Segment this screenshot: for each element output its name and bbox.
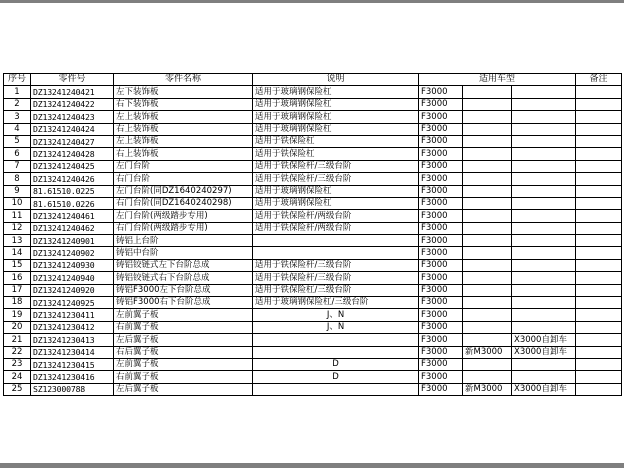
cell-model-3 — [512, 371, 576, 383]
cell-model-1: F3000 — [419, 321, 463, 333]
cell-seq: 13 — [4, 235, 31, 247]
cell-model-1: F3000 — [419, 346, 463, 358]
cell-note — [576, 309, 622, 321]
cell-part-no: DZ13241240925 — [31, 297, 114, 309]
cell-model-2 — [463, 123, 512, 135]
cell-model-2 — [463, 272, 512, 284]
cell-desc: 适用于玻璃钢保险杠 — [253, 98, 419, 110]
cell-part-name: 铸铝铰链式左下台阶总成 — [114, 259, 253, 271]
cell-model-3 — [512, 235, 576, 247]
cell-seq: 4 — [4, 123, 31, 135]
cell-model-1: F3000 — [419, 259, 463, 271]
cell-seq: 25 — [4, 383, 31, 395]
table-row — [4, 334, 622, 346]
cell-model-3 — [512, 247, 576, 259]
cell-note — [576, 123, 622, 135]
table-row — [4, 247, 622, 259]
cell-model-1: F3000 — [419, 86, 463, 98]
cell-desc: 适用于铁保险杆/两级台阶 — [253, 210, 419, 222]
cell-part-name: 左上装饰板 — [114, 111, 253, 123]
cell-model-3 — [512, 309, 576, 321]
header-seq: 序号 — [4, 74, 31, 86]
table-row — [4, 321, 622, 333]
table-row — [4, 98, 622, 110]
cell-model-2 — [463, 284, 512, 296]
cell-desc: 适用于玻璃钢保险杠 — [253, 185, 419, 197]
cell-desc: 适用于玻璃钢保险杠/三级台阶 — [253, 297, 419, 309]
parts-table — [3, 73, 622, 396]
cell-model-2 — [463, 98, 512, 110]
header-row — [4, 74, 622, 86]
cell-part-no: DZ13241240902 — [31, 247, 114, 259]
cell-part-no: DZ13241240901 — [31, 235, 114, 247]
cell-part-no: DZ13241230411 — [31, 309, 114, 321]
cell-part-name: 左后翼子板 — [114, 334, 253, 346]
cell-model-1: F3000 — [419, 111, 463, 123]
cell-model-3: X3000自卸车 — [512, 334, 576, 346]
cell-note — [576, 86, 622, 98]
cell-model-1: F3000 — [419, 197, 463, 209]
cell-note — [576, 297, 622, 309]
cell-seq: 6 — [4, 148, 31, 160]
cell-seq: 7 — [4, 160, 31, 172]
cell-model-3 — [512, 358, 576, 370]
cell-model-2: 新M3000 — [463, 383, 512, 395]
cell-model-1: F3000 — [419, 210, 463, 222]
table-row — [4, 123, 622, 135]
cell-seq: 10 — [4, 197, 31, 209]
cell-part-no: 81.61510.0226 — [31, 197, 114, 209]
cell-desc: 适用于铁保险杆/三级台阶 — [253, 173, 419, 185]
cell-note — [576, 111, 622, 123]
cell-model-1: F3000 — [419, 185, 463, 197]
cell-model-3 — [512, 135, 576, 147]
cell-part-no: DZ13241240423 — [31, 111, 114, 123]
cell-model-1: F3000 — [419, 309, 463, 321]
table-row — [4, 111, 622, 123]
parts-sheet — [3, 73, 622, 396]
cell-desc — [253, 346, 419, 358]
cell-model-1: F3000 — [419, 235, 463, 247]
cell-part-name: 左前翼子板 — [114, 358, 253, 370]
cell-note — [576, 235, 622, 247]
cell-model-2 — [463, 173, 512, 185]
cell-part-name: 右门台阶 — [114, 173, 253, 185]
cell-note — [576, 371, 622, 383]
cell-model-2 — [463, 135, 512, 147]
cell-model-2 — [463, 371, 512, 383]
cell-desc: J、N — [253, 309, 419, 321]
header-note: 备注 — [576, 74, 622, 86]
cell-model-1: F3000 — [419, 135, 463, 147]
cell-model-2 — [463, 111, 512, 123]
cell-model-3 — [512, 185, 576, 197]
cell-part-name: 右门台阶(同DZ1640240298) — [114, 197, 253, 209]
cell-desc: 适用于铁保险杠 — [253, 148, 419, 160]
cell-model-1: F3000 — [419, 98, 463, 110]
cell-seq: 24 — [4, 371, 31, 383]
cell-model-2 — [463, 160, 512, 172]
cell-desc — [253, 235, 419, 247]
cell-desc — [253, 247, 419, 259]
cell-seq: 3 — [4, 111, 31, 123]
cell-part-name: 左门台阶(两级踏步专用) — [114, 210, 253, 222]
cell-model-3 — [512, 297, 576, 309]
cell-note — [576, 148, 622, 160]
cell-desc: 适用于铁保险杆/三级台阶 — [253, 272, 419, 284]
cell-part-no: DZ13241230416 — [31, 371, 114, 383]
cell-part-name: 铸铝上台阶 — [114, 235, 253, 247]
table-row — [4, 86, 622, 98]
cell-seq: 18 — [4, 297, 31, 309]
cell-model-3 — [512, 111, 576, 123]
cell-seq: 20 — [4, 321, 31, 333]
cell-part-name: 铸铝F3000左下台阶总成 — [114, 284, 253, 296]
cell-part-no: DZ13241230412 — [31, 321, 114, 333]
cell-part-no: 81.61510.0225 — [31, 185, 114, 197]
cell-part-name: 右前翼子板 — [114, 371, 253, 383]
cell-model-1: F3000 — [419, 383, 463, 395]
cell-note — [576, 334, 622, 346]
cell-note — [576, 383, 622, 395]
cell-desc: 适用于铁保险杆/三级台阶 — [253, 259, 419, 271]
cell-desc: 适用于玻璃钢保险杠 — [253, 111, 419, 123]
table-row — [4, 148, 622, 160]
table-row — [4, 284, 622, 296]
cell-model-3 — [512, 272, 576, 284]
table-row — [4, 210, 622, 222]
cell-model-2 — [463, 309, 512, 321]
cell-note — [576, 197, 622, 209]
cell-part-no: DZ13241240425 — [31, 160, 114, 172]
table-row — [4, 222, 622, 234]
cell-seq: 11 — [4, 210, 31, 222]
header-part-no: 零件号 — [31, 74, 114, 86]
cell-model-2 — [463, 334, 512, 346]
table-row — [4, 358, 622, 370]
cell-model-3 — [512, 259, 576, 271]
cell-part-name: 左门台阶 — [114, 160, 253, 172]
cell-note — [576, 346, 622, 358]
cell-model-2 — [463, 185, 512, 197]
cell-note — [576, 98, 622, 110]
cell-part-no: DZ13241240462 — [31, 222, 114, 234]
cell-note — [576, 284, 622, 296]
cell-seq: 19 — [4, 309, 31, 321]
cell-part-name: 左前翼子板 — [114, 309, 253, 321]
cell-desc: 适用于玻璃钢保险杠 — [253, 123, 419, 135]
cell-note — [576, 160, 622, 172]
table-row — [4, 383, 622, 395]
table-row — [4, 371, 622, 383]
cell-desc: 适用于铁保险杠 — [253, 135, 419, 147]
cell-part-no: DZ13241240920 — [31, 284, 114, 296]
cell-model-3 — [512, 210, 576, 222]
table-row — [4, 197, 622, 209]
cell-model-1: F3000 — [419, 272, 463, 284]
cell-part-no: DZ13241240940 — [31, 272, 114, 284]
cell-note — [576, 135, 622, 147]
cell-seq: 1 — [4, 86, 31, 98]
cell-desc: 适用于铁保险杠/三级台阶 — [253, 284, 419, 296]
cell-part-name: 右下装饰板 — [114, 98, 253, 110]
cell-part-name: 左下装饰板 — [114, 86, 253, 98]
cell-note — [576, 247, 622, 259]
cell-part-name: 铸铝中台阶 — [114, 247, 253, 259]
header-models: 适用车型 — [419, 74, 576, 86]
cell-seq: 23 — [4, 358, 31, 370]
cell-model-1: F3000 — [419, 358, 463, 370]
cell-model-3 — [512, 197, 576, 209]
header-part-name: 零件名称 — [114, 74, 253, 86]
cell-model-2 — [463, 297, 512, 309]
cell-part-name: 右前翼子板 — [114, 321, 253, 333]
cell-model-1: F3000 — [419, 284, 463, 296]
table-row — [4, 272, 622, 284]
cell-model-2 — [463, 247, 512, 259]
cell-model-3: X3000自卸车 — [512, 383, 576, 395]
cell-seq: 22 — [4, 346, 31, 358]
cell-note — [576, 185, 622, 197]
table-row — [4, 173, 622, 185]
cell-note — [576, 321, 622, 333]
cell-model-3 — [512, 86, 576, 98]
top-border — [0, 0, 624, 3]
cell-part-name: 右上装饰板 — [114, 148, 253, 160]
cell-model-1: F3000 — [419, 148, 463, 160]
cell-desc: 适用于铁保险杆/两级台阶 — [253, 222, 419, 234]
cell-note — [576, 222, 622, 234]
cell-seq: 14 — [4, 247, 31, 259]
cell-model-2 — [463, 235, 512, 247]
cell-part-name: 右后翼子板 — [114, 346, 253, 358]
cell-note — [576, 210, 622, 222]
cell-part-no: DZ13241240424 — [31, 123, 114, 135]
cell-model-2 — [463, 210, 512, 222]
cell-model-1: F3000 — [419, 371, 463, 383]
cell-seq: 15 — [4, 259, 31, 271]
table-row — [4, 135, 622, 147]
cell-model-1: F3000 — [419, 160, 463, 172]
cell-part-name: 右上装饰板 — [114, 123, 253, 135]
table-row — [4, 160, 622, 172]
cell-model-3 — [512, 284, 576, 296]
cell-model-3 — [512, 321, 576, 333]
cell-desc: 适用于铁保险杆/三级台阶 — [253, 160, 419, 172]
cell-part-no: DZ13241240428 — [31, 148, 114, 160]
cell-model-2 — [463, 321, 512, 333]
cell-model-3 — [512, 222, 576, 234]
cell-part-name: 左门台阶(同DZ1640240297) — [114, 185, 253, 197]
cell-part-no: DZ13241230413 — [31, 334, 114, 346]
cell-part-no: DZ13241240461 — [31, 210, 114, 222]
cell-model-1: F3000 — [419, 334, 463, 346]
table-row — [4, 185, 622, 197]
cell-part-no: DZ13241240427 — [31, 135, 114, 147]
cell-model-2: 新M3000 — [463, 346, 512, 358]
cell-model-3 — [512, 173, 576, 185]
cell-seq: 17 — [4, 284, 31, 296]
header-desc: 说明 — [253, 74, 419, 86]
cell-part-name: 铸铝铰链式右下台阶总成 — [114, 272, 253, 284]
cell-model-2 — [463, 148, 512, 160]
cell-part-no: DZ13241240930 — [31, 259, 114, 271]
cell-part-name: 左上装饰板 — [114, 135, 253, 147]
cell-model-3 — [512, 160, 576, 172]
cell-model-2 — [463, 197, 512, 209]
cell-model-2 — [463, 358, 512, 370]
cell-desc — [253, 334, 419, 346]
cell-part-no: DZ13241240421 — [31, 86, 114, 98]
cell-model-1: F3000 — [419, 222, 463, 234]
cell-seq: 12 — [4, 222, 31, 234]
cell-part-no: DZ13241230414 — [31, 346, 114, 358]
cell-note — [576, 259, 622, 271]
table-row — [4, 235, 622, 247]
cell-desc: J、N — [253, 321, 419, 333]
cell-seq: 9 — [4, 185, 31, 197]
cell-part-name: 左后翼子板 — [114, 383, 253, 395]
cell-desc: D — [253, 371, 419, 383]
table-row — [4, 297, 622, 309]
cell-desc — [253, 383, 419, 395]
cell-desc: 适用于玻璃钢保险杠 — [253, 197, 419, 209]
cell-part-name: 右门台阶(两级踏步专用) — [114, 222, 253, 234]
cell-part-no: DZ13241240422 — [31, 98, 114, 110]
bottom-border — [0, 463, 624, 468]
cell-seq: 8 — [4, 173, 31, 185]
cell-seq: 5 — [4, 135, 31, 147]
cell-model-1: F3000 — [419, 247, 463, 259]
cell-desc: D — [253, 358, 419, 370]
cell-seq: 21 — [4, 334, 31, 346]
cell-note — [576, 173, 622, 185]
cell-model-1: F3000 — [419, 123, 463, 135]
table-row — [4, 259, 622, 271]
cell-note — [576, 358, 622, 370]
cell-model-3 — [512, 123, 576, 135]
cell-model-2 — [463, 259, 512, 271]
table-row — [4, 309, 622, 321]
cell-part-no: DZ13241240426 — [31, 173, 114, 185]
cell-part-name: 铸铝F3000右下台阶总成 — [114, 297, 253, 309]
cell-part-no: DZ13241230415 — [31, 358, 114, 370]
cell-note — [576, 272, 622, 284]
table-body — [4, 86, 622, 396]
table-row — [4, 346, 622, 358]
cell-model-1: F3000 — [419, 297, 463, 309]
cell-seq: 16 — [4, 272, 31, 284]
cell-model-3: X3000自卸车 — [512, 346, 576, 358]
cell-model-3 — [512, 148, 576, 160]
cell-model-3 — [512, 98, 576, 110]
cell-seq: 2 — [4, 98, 31, 110]
cell-part-no: SZ123000788 — [31, 383, 114, 395]
cell-model-2 — [463, 222, 512, 234]
cell-model-2 — [463, 86, 512, 98]
cell-model-1: F3000 — [419, 173, 463, 185]
cell-desc: 适用于玻璃钢保险杠 — [253, 86, 419, 98]
